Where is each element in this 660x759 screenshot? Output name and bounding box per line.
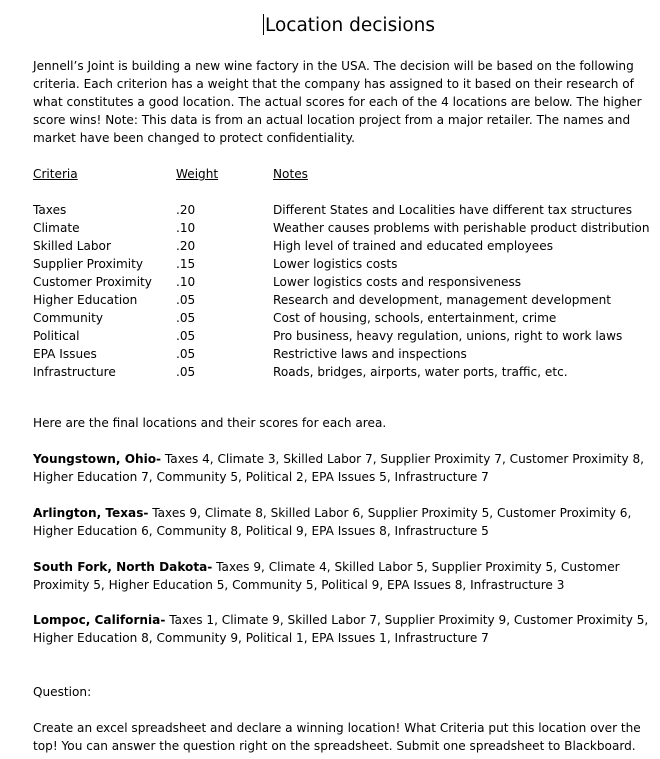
location-entry-lompoc <box>33 611 657 647</box>
document-title-text: Location decisions <box>265 15 436 36</box>
intro-text: Jennell’s Joint is building a new wine factory in the USA. The decision will be based on the following criteria. Each criterion has a weight that the company has assigned to it based on their research of what constitutes a good location. The actual scores for each of the 4 locations are below. The higher score wins! Note: This data is from an actual location project from a major retailer. The names and market have been changed to protect confidentiality. <box>33 59 642 145</box>
location-paragraph <box>33 450 657 486</box>
header-criteria: Criteria <box>33 167 78 181</box>
location-entry-youngstown <box>33 450 657 486</box>
table-spacer <box>33 183 657 201</box>
notes-cell: Weather causes problems with perishable product distribution <box>273 221 650 235</box>
intro-paragraph <box>33 57 657 147</box>
location-scores: Taxes 9, Climate 4, Skilled Labor 5, Supplier Proximity 5, Customer Proximity 5, Higher Education 5, Community 5, Political 9, EPA Issues 8, Infrastructure 3 <box>33 560 620 592</box>
criteria-cell: EPA Issues <box>33 347 97 361</box>
notes-cell: Different States and Localities have different tax structures <box>273 203 633 217</box>
question-text: Create an excel spreadsheet and declare a winning location! What Criteria put this location over the top! You can answer the question right on the spreadsheet. Submit one spreadsheet to Blackboard. <box>33 721 641 753</box>
location-name: Lompoc, California- <box>33 613 166 627</box>
notes-cell: Research and development, management development <box>273 293 612 307</box>
question-body <box>33 719 657 755</box>
table-row <box>33 327 657 345</box>
table-row <box>33 363 657 381</box>
criteria-cell: Climate <box>33 221 80 235</box>
table-row <box>33 345 657 363</box>
location-name: Youngstown, Ohio- <box>33 452 162 466</box>
notes-cell: Lower logistics costs <box>273 257 398 271</box>
final-locations-intro <box>33 414 657 432</box>
location-name: South Fork, North Dakota- <box>33 560 213 574</box>
weight-cell: .10 <box>176 275 196 289</box>
notes-cell: Cost of housing, schools, entertainment, crime <box>273 311 557 325</box>
location-entry-south-fork <box>33 558 657 594</box>
criteria-table <box>33 165 657 381</box>
header-weight: Weight <box>176 167 219 181</box>
table-row <box>33 201 657 219</box>
location-paragraph <box>33 504 657 540</box>
table-row <box>33 219 657 237</box>
notes-cell: Pro business, heavy regulation, unions, right to work laws <box>273 329 623 343</box>
table-row <box>33 237 657 255</box>
criteria-cell: Taxes <box>33 203 67 217</box>
question-label <box>33 683 657 701</box>
table-row <box>33 291 657 309</box>
weight-cell: .05 <box>176 347 196 361</box>
final-locations-intro-text: Here are the final locations and their scores for each area. <box>33 416 387 430</box>
notes-cell: High level of trained and educated employees <box>273 239 553 253</box>
location-name: Arlington, Texas- <box>33 506 149 520</box>
weight-cell: .05 <box>176 329 196 343</box>
weight-cell: .05 <box>176 311 196 325</box>
document-title <box>263 13 463 39</box>
table-row <box>33 255 657 273</box>
notes-cell: Lower logistics costs and responsiveness <box>273 275 522 289</box>
weight-cell: .10 <box>176 221 196 235</box>
weight-cell: .05 <box>176 293 196 307</box>
weight-cell: .05 <box>176 365 196 379</box>
table-row <box>33 273 657 291</box>
criteria-cell: Infrastructure <box>33 365 116 379</box>
criteria-cell: Political <box>33 329 80 343</box>
question-label-text: Question: <box>33 685 92 699</box>
weight-cell: .15 <box>176 257 196 271</box>
criteria-cell: Skilled Labor <box>33 239 111 253</box>
criteria-cell: Supplier Proximity <box>33 257 144 271</box>
header-notes: Notes <box>273 167 308 181</box>
location-entry-arlington <box>33 504 657 540</box>
location-scores: Taxes 4, Climate 3, Skilled Labor 7, Supplier Proximity 7, Customer Proximity 8, Higher Education 7, Community 5, Political 2, EPA Issues 5, Infrastructure 7 <box>33 452 644 484</box>
weight-cell: .20 <box>176 203 196 217</box>
location-paragraph <box>33 611 657 647</box>
location-scores: Taxes 1, Climate 9, Skilled Labor 7, Supplier Proximity 9, Customer Proximity 5, Higher Education 8, Community 9, Political 1, EPA Issues 1, Infrastructure 7 <box>33 613 649 645</box>
criteria-cell: Community <box>33 311 103 325</box>
criteria-cell: Higher Education <box>33 293 138 307</box>
location-paragraph <box>33 558 657 594</box>
criteria-table-header <box>33 165 657 183</box>
weight-cell: .20 <box>176 239 196 253</box>
location-scores: Taxes 9, Climate 8, Skilled Labor 6, Supplier Proximity 5, Customer Proximity 6, Higher Education 6, Community 8, Political 9, EPA Issues 8, Infrastructure 5 <box>33 506 632 538</box>
text-cursor <box>263 14 264 35</box>
notes-cell: Roads, bridges, airports, water ports, traffic, etc. <box>273 365 568 379</box>
notes-cell: Restrictive laws and inspections <box>273 347 467 361</box>
criteria-cell: Customer Proximity <box>33 275 152 289</box>
table-row <box>33 309 657 327</box>
